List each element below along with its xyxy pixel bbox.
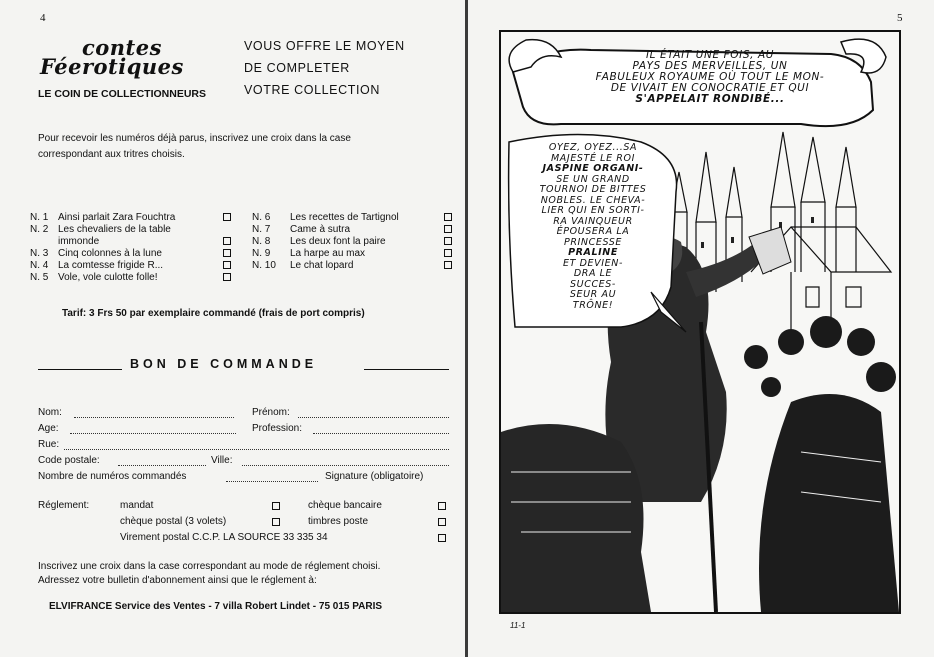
checkbox[interactable] — [223, 237, 231, 245]
offer-line: DE COMPLETER — [244, 61, 350, 75]
divider — [38, 369, 122, 370]
narration-line: FABULEUX ROYAUME OÙ TOUT LE MON- — [595, 71, 825, 83]
closing-line: Adressez votre bulletin d'abonnement ainsi que le réglement à: — [38, 575, 317, 586]
title-number: N. 4 — [30, 260, 49, 271]
profession-label: Profession: — [252, 423, 303, 434]
offer-line: VOUS OFFRE LE MOYEN — [244, 39, 405, 53]
title-number: N. 1 — [30, 212, 49, 223]
narration-line: PAYS DES MERVEILLES, UN — [632, 60, 788, 72]
narration-line: DE VIVAIT EN CONOCRATIE ET QUI — [610, 82, 810, 94]
title-item — [252, 236, 386, 247]
intro-line: Pour recevoir les numéros déjà parus, inscrivez une croix dans la case — [38, 133, 351, 144]
title-number: N. 6 — [252, 212, 271, 223]
title-number: N. 9 — [252, 248, 271, 259]
title-label: La comtesse frigide R... — [58, 260, 164, 271]
nombre-input[interactable] — [226, 481, 318, 482]
page-number: 4 — [40, 12, 46, 24]
virement-checkbox[interactable] — [438, 534, 446, 542]
checkbox[interactable] — [444, 213, 452, 221]
title-label: Le chat lopard — [290, 260, 354, 271]
offer-text — [244, 35, 405, 101]
bubble-line: SE UN GRAND — [556, 173, 630, 185]
title-item — [30, 260, 163, 271]
closing-text — [38, 560, 380, 588]
bubble-line: SEUR AU — [569, 289, 617, 300]
reglement-label: Réglement: — [38, 500, 90, 511]
tarif-text: Tarif: 3 Frs 50 par exemplaire commandé (frais de port compris) — [62, 308, 365, 319]
address: ELVIFRANCE Service des Ventes - 7 villa Robert Lindet - 75 015 PARIS — [49, 601, 383, 612]
nombre-label: Nombre de numéros commandés — [38, 471, 187, 482]
logo — [40, 35, 184, 79]
narration-scroll — [551, 50, 869, 105]
title-item — [252, 260, 353, 271]
title-number: N. 10 — [252, 260, 276, 271]
narration-line: IL ÉTAIT UNE FOIS, AU — [645, 49, 775, 61]
title-number: N. 5 — [30, 272, 49, 283]
title-label: Les deux font la paire — [290, 236, 386, 247]
bubble-line: PRINCESSE — [564, 236, 622, 248]
title-item — [252, 212, 399, 223]
age-label: Age: — [38, 423, 59, 434]
nom-input[interactable] — [74, 417, 234, 418]
title-label: Cinq colonnes à la lune — [58, 248, 162, 259]
checkbox[interactable] — [223, 273, 231, 281]
title-item — [30, 224, 171, 235]
ville-input[interactable] — [242, 465, 449, 466]
rue-input[interactable] — [64, 449, 449, 450]
title-label: immonde — [58, 236, 100, 247]
intro-text — [38, 131, 351, 163]
logo-line-1: contes — [82, 35, 162, 60]
mandat-checkbox[interactable] — [272, 502, 280, 510]
title-item — [30, 272, 158, 283]
age-input[interactable] — [70, 433, 236, 434]
prenom-label: Prénom: — [252, 407, 290, 418]
title-item — [30, 236, 99, 247]
title-label: Vole, vole culotte folle! — [58, 272, 158, 283]
checkbox[interactable] — [444, 249, 452, 257]
bubble-line: LIER QUI EN SORTI- — [541, 205, 645, 216]
page-number: 5 — [897, 12, 903, 24]
cheque-bancaire-checkbox[interactable] — [438, 502, 446, 510]
title-label: Came à sutra — [290, 224, 351, 235]
checkbox[interactable] — [444, 225, 452, 233]
bubble-line: ÉPOUSERA LA — [556, 226, 630, 237]
bubble-line: MAJESTÉ LE ROI — [551, 152, 635, 164]
mandat-label: mandat — [120, 500, 154, 511]
narration-line: S'APPELAIT RONDIBÉ... — [635, 93, 785, 105]
bubble-line: OYEZ, OYEZ...SA — [548, 142, 638, 153]
panel-code: 11-1 — [510, 621, 526, 630]
title-label: Les recettes de Tartignol — [290, 212, 399, 223]
title-item — [30, 248, 162, 259]
comic-illustration — [501, 32, 899, 612]
right-page — [468, 0, 934, 657]
checkbox[interactable] — [223, 213, 231, 221]
title-number: N. 2 — [30, 224, 49, 235]
bubble-line: TOURNOI DE BITTES — [539, 184, 647, 195]
checkbox[interactable] — [223, 261, 231, 269]
checkbox[interactable] — [444, 237, 452, 245]
bubble-line: RA VAINQUEUR — [553, 215, 633, 227]
profession-input[interactable] — [313, 433, 449, 434]
rue-label: Rue: — [38, 439, 60, 450]
timbres-checkbox[interactable] — [438, 518, 446, 526]
prenom-input[interactable] — [298, 417, 449, 418]
bubble-line: PRALINE — [568, 247, 618, 258]
nom-label: Nom: — [38, 407, 62, 418]
speech-bubble — [513, 143, 673, 311]
bubble-line: JASPINE ORGANI- — [542, 163, 644, 174]
left-page — [0, 0, 465, 657]
closing-line: Inscrivez une croix dans la case correspondant au mode de réglement choisi. — [38, 561, 381, 572]
logo-line-2: Féerotiques — [40, 54, 184, 79]
coin-label: LE COIN DE COLLECTIONNEURS — [38, 88, 207, 100]
title-label: La harpe au max — [290, 248, 366, 259]
comic-panel — [499, 30, 901, 614]
signature-label: Signature (obligatoire) — [325, 471, 424, 482]
order-form-title: BON DE COMMANDE — [130, 357, 318, 371]
bubble-line: NOBLES. LE CHEVA- — [540, 194, 646, 206]
bubble-line: DRA LE — [573, 268, 613, 279]
checkbox[interactable] — [223, 249, 231, 257]
cheque-bancaire-label: chèque bancaire — [308, 500, 382, 511]
code-postal-label: Code postale: — [38, 455, 100, 466]
cheque-postal-checkbox[interactable] — [272, 518, 280, 526]
ville-label: Ville: — [211, 455, 233, 466]
title-item — [30, 212, 175, 223]
bubble-line: TRÔNE! — [572, 299, 614, 311]
intro-line: correspondant aux tritres choisis. — [38, 149, 185, 160]
title-label: Les chevaliers de la table — [58, 224, 171, 235]
divider — [364, 369, 449, 370]
title-number: N. 7 — [252, 224, 271, 235]
title-item — [252, 248, 365, 259]
bubble-line: ET DEVIEN- — [563, 257, 623, 269]
title-number: N. 3 — [30, 248, 49, 259]
offer-line: VOTRE COLLECTION — [244, 83, 381, 97]
bubble-line: SUCCES- — [570, 278, 616, 290]
timbres-label: timbres poste — [308, 516, 369, 527]
code-postal-input[interactable] — [118, 465, 206, 466]
cheque-postal-label: chèque postal (3 volets) — [120, 516, 227, 527]
virement-label: Virement postal C.C.P. LA SOURCE 33 335 34 — [120, 532, 328, 543]
checkbox[interactable] — [444, 261, 452, 269]
title-item — [252, 224, 350, 235]
title-number: N. 8 — [252, 236, 271, 247]
title-label: Ainsi parlait Zara Fouchtra — [58, 212, 176, 223]
